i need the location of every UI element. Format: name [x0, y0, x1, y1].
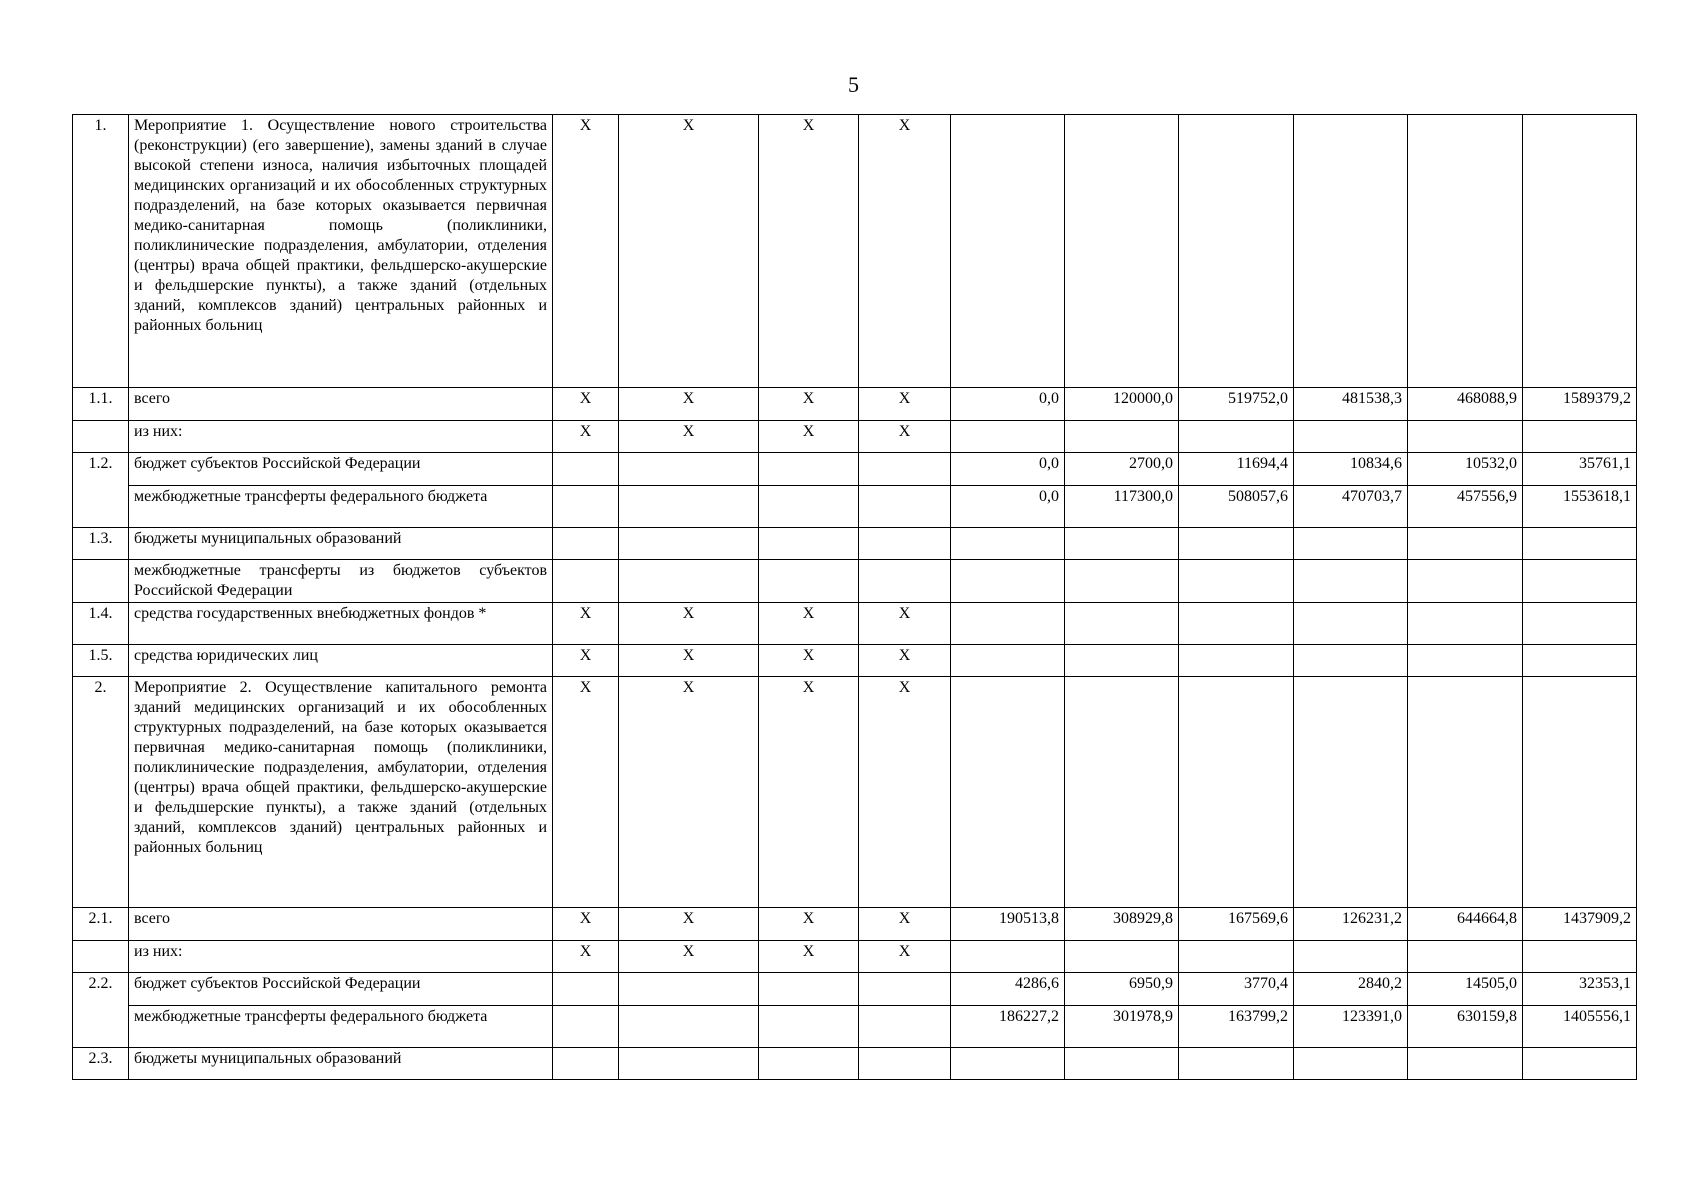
value-cell: 10532,0	[1408, 453, 1523, 486]
row-number: 1.	[73, 115, 129, 388]
mark-cell: X	[859, 115, 951, 388]
mark-cell: X	[553, 421, 619, 453]
value-cell	[1065, 528, 1179, 560]
value-cell: 123391,0	[1294, 1006, 1408, 1048]
row-number: 1.3.	[73, 528, 129, 560]
value-cell: 457556,9	[1408, 486, 1523, 528]
value-cell	[1065, 603, 1179, 645]
mark-cell	[759, 1048, 859, 1080]
mark-cell	[859, 560, 951, 603]
mark-cell	[553, 486, 619, 528]
mark-cell	[759, 560, 859, 603]
value-cell	[951, 677, 1065, 908]
row-description: Мероприятие 1. Осуществление нового строительства (реконструкции) (его завершение), замены зданий в случае высокой степени износа, наличия избыточных площадей медицинских организаций и их обособленных структурных подразделений, на базе которых оказывается первичная медико-санитарная помощь (поликлиники, поликлинические подразделения, амбулатории, отделения (центры) врача общей практики, фельдшерско-акушерские и фельдшерские пункты), а также зданий (отдельных зданий, комплексов зданий) центральных районных и районных больниц	[129, 115, 553, 388]
value-cell	[1408, 1048, 1523, 1080]
row-number: 2.1.	[73, 908, 129, 941]
value-cell	[1294, 421, 1408, 453]
mark-cell: X	[859, 603, 951, 645]
table-row	[73, 603, 1637, 645]
table-row	[73, 941, 1637, 973]
mark-cell: X	[553, 603, 619, 645]
row-description: межбюджетные трансферты федерального бюджета	[129, 1006, 553, 1048]
value-cell	[1179, 941, 1294, 973]
value-cell	[1523, 941, 1637, 973]
row-description: средства юридических лиц	[129, 645, 553, 677]
value-cell: 163799,2	[1179, 1006, 1294, 1048]
row-description: бюджет субъектов Российской Федерации	[129, 453, 553, 486]
value-cell	[1523, 421, 1637, 453]
mark-cell: X	[553, 115, 619, 388]
row-number: 1.4.	[73, 603, 129, 645]
row-number: 1.2.	[73, 453, 129, 528]
value-cell	[1294, 115, 1408, 388]
value-cell: 0,0	[951, 486, 1065, 528]
page-number: 5	[848, 72, 859, 97]
mark-cell	[619, 528, 759, 560]
row-number: 2.	[73, 677, 129, 908]
value-cell: 301978,9	[1065, 1006, 1179, 1048]
value-cell	[1065, 115, 1179, 388]
value-cell	[1408, 677, 1523, 908]
value-cell	[951, 941, 1065, 973]
mark-cell: X	[553, 941, 619, 973]
value-cell	[1294, 941, 1408, 973]
value-cell	[1408, 528, 1523, 560]
mark-cell	[553, 453, 619, 486]
mark-cell	[859, 453, 951, 486]
table-row	[73, 388, 1637, 421]
row-description: из них:	[129, 941, 553, 973]
mark-cell	[553, 1048, 619, 1080]
table-row	[73, 421, 1637, 453]
mark-cell	[759, 486, 859, 528]
mark-cell	[553, 1006, 619, 1048]
mark-cell	[553, 560, 619, 603]
mark-cell: X	[859, 388, 951, 421]
row-description: из них:	[129, 421, 553, 453]
value-cell	[1065, 560, 1179, 603]
mark-cell	[553, 973, 619, 1006]
value-cell	[1065, 421, 1179, 453]
row-description: средства государственных внебюджетных фондов *	[129, 603, 553, 645]
value-cell	[1179, 115, 1294, 388]
value-cell: 120000,0	[1065, 388, 1179, 421]
mark-cell: X	[759, 645, 859, 677]
value-cell	[1294, 560, 1408, 603]
value-cell: 117300,0	[1065, 486, 1179, 528]
value-cell	[951, 560, 1065, 603]
mark-cell	[619, 486, 759, 528]
row-number	[73, 941, 129, 973]
value-cell: 10834,6	[1294, 453, 1408, 486]
value-cell: 1553618,1	[1523, 486, 1637, 528]
mark-cell: X	[859, 421, 951, 453]
mark-cell: X	[619, 388, 759, 421]
value-cell: 4286,6	[951, 973, 1065, 1006]
table-row	[73, 1006, 1637, 1048]
value-cell	[1294, 677, 1408, 908]
row-number	[73, 421, 129, 453]
value-cell	[1408, 941, 1523, 973]
mark-cell	[619, 560, 759, 603]
mark-cell: X	[619, 603, 759, 645]
value-cell: 630159,8	[1408, 1006, 1523, 1048]
value-cell: 6950,9	[1065, 973, 1179, 1006]
row-number: 2.3.	[73, 1048, 129, 1080]
mark-cell: X	[859, 645, 951, 677]
row-description: бюджеты муниципальных образований	[129, 1048, 553, 1080]
value-cell: 186227,2	[951, 1006, 1065, 1048]
mark-cell: X	[759, 421, 859, 453]
value-cell	[1523, 115, 1637, 388]
row-number: 1.1.	[73, 388, 129, 421]
value-cell: 644664,8	[1408, 908, 1523, 941]
mark-cell	[759, 973, 859, 1006]
table-row	[73, 677, 1637, 908]
mark-cell	[619, 973, 759, 1006]
funding-table	[72, 114, 1637, 1080]
row-description: всего	[129, 908, 553, 941]
mark-cell: X	[759, 677, 859, 908]
value-cell	[1179, 645, 1294, 677]
mark-cell	[759, 453, 859, 486]
value-cell: 190513,8	[951, 908, 1065, 941]
value-cell	[1065, 1048, 1179, 1080]
mark-cell	[619, 1006, 759, 1048]
mark-cell: X	[619, 115, 759, 388]
mark-cell: X	[759, 908, 859, 941]
mark-cell: X	[553, 908, 619, 941]
value-cell	[1179, 421, 1294, 453]
value-cell	[1294, 1048, 1408, 1080]
row-description: бюджет субъектов Российской Федерации	[129, 973, 553, 1006]
value-cell: 3770,4	[1179, 973, 1294, 1006]
value-cell	[1179, 528, 1294, 560]
table-row	[73, 528, 1637, 560]
table-row	[73, 453, 1637, 486]
value-cell	[1408, 421, 1523, 453]
mark-cell	[759, 1006, 859, 1048]
value-cell	[1179, 1048, 1294, 1080]
value-cell: 519752,0	[1179, 388, 1294, 421]
mark-cell: X	[759, 388, 859, 421]
value-cell	[1294, 645, 1408, 677]
value-cell: 468088,9	[1408, 388, 1523, 421]
value-cell	[1523, 528, 1637, 560]
mark-cell: X	[619, 908, 759, 941]
row-description: межбюджетные трансферты федерального бюджета	[129, 486, 553, 528]
value-cell	[1179, 560, 1294, 603]
value-cell: 14505,0	[1408, 973, 1523, 1006]
value-cell	[1523, 560, 1637, 603]
mark-cell: X	[859, 941, 951, 973]
row-number: 1.5.	[73, 645, 129, 677]
value-cell	[951, 645, 1065, 677]
value-cell: 0,0	[951, 388, 1065, 421]
value-cell: 11694,4	[1179, 453, 1294, 486]
mark-cell	[859, 528, 951, 560]
value-cell	[1179, 677, 1294, 908]
value-cell	[1065, 645, 1179, 677]
value-cell: 32353,1	[1523, 973, 1637, 1006]
value-cell: 126231,2	[1294, 908, 1408, 941]
mark-cell: X	[859, 908, 951, 941]
mark-cell: X	[553, 677, 619, 908]
value-cell	[1294, 603, 1408, 645]
mark-cell: X	[759, 603, 859, 645]
value-cell: 470703,7	[1294, 486, 1408, 528]
value-cell	[1523, 645, 1637, 677]
value-cell: 308929,8	[1065, 908, 1179, 941]
value-cell	[1523, 677, 1637, 908]
mark-cell	[859, 486, 951, 528]
mark-cell: X	[859, 677, 951, 908]
value-cell	[1408, 560, 1523, 603]
table-row	[73, 115, 1637, 388]
mark-cell	[619, 453, 759, 486]
value-cell: 2840,2	[1294, 973, 1408, 1006]
value-cell	[1065, 677, 1179, 908]
value-cell: 508057,6	[1179, 486, 1294, 528]
mark-cell	[619, 1048, 759, 1080]
value-cell	[1523, 1048, 1637, 1080]
value-cell	[1294, 528, 1408, 560]
mark-cell: X	[619, 941, 759, 973]
mark-cell: X	[619, 677, 759, 908]
value-cell	[951, 115, 1065, 388]
mark-cell	[553, 528, 619, 560]
value-cell: 2700,0	[1065, 453, 1179, 486]
table-row	[73, 908, 1637, 941]
value-cell: 35761,1	[1523, 453, 1637, 486]
mark-cell	[859, 1048, 951, 1080]
mark-cell: X	[553, 645, 619, 677]
mark-cell	[859, 973, 951, 1006]
value-cell: 1589379,2	[1523, 388, 1637, 421]
row-description: всего	[129, 388, 553, 421]
value-cell	[1179, 603, 1294, 645]
table-row	[73, 973, 1637, 1006]
mark-cell: X	[759, 115, 859, 388]
row-description: межбюджетные трансферты из бюджетов субъектов Российской Федерации	[129, 560, 553, 603]
row-number: 2.2.	[73, 973, 129, 1048]
value-cell	[951, 1048, 1065, 1080]
table-row	[73, 645, 1637, 677]
value-cell	[1065, 941, 1179, 973]
value-cell	[1408, 645, 1523, 677]
mark-cell	[759, 528, 859, 560]
value-cell: 1405556,1	[1523, 1006, 1637, 1048]
mark-cell: X	[553, 388, 619, 421]
value-cell	[1408, 603, 1523, 645]
value-cell	[1408, 115, 1523, 388]
row-description: Мероприятие 2. Осуществление капитального ремонта зданий медицинских организаций и их обособленных структурных подразделений, на базе которых оказывается первичная медико-санитарная помощь (поликлиники, поликлинические подразделения, амбулатории, отделения (центры) врача общей практики, фельдшерско-акушерские и фельдшерские пункты), а также зданий (отдельных зданий, комплексов зданий) центральных районных и районных больниц	[129, 677, 553, 908]
value-cell	[951, 421, 1065, 453]
row-description: бюджеты муниципальных образований	[129, 528, 553, 560]
value-cell	[1523, 603, 1637, 645]
value-cell	[951, 528, 1065, 560]
mark-cell	[859, 1006, 951, 1048]
value-cell: 1437909,2	[1523, 908, 1637, 941]
mark-cell: X	[619, 645, 759, 677]
value-cell: 0,0	[951, 453, 1065, 486]
value-cell: 481538,3	[1294, 388, 1408, 421]
table-row	[73, 486, 1637, 528]
table-row	[73, 1048, 1637, 1080]
value-cell	[951, 603, 1065, 645]
table-row	[73, 560, 1637, 603]
mark-cell: X	[619, 421, 759, 453]
row-number	[73, 560, 129, 603]
value-cell: 167569,6	[1179, 908, 1294, 941]
mark-cell: X	[759, 941, 859, 973]
